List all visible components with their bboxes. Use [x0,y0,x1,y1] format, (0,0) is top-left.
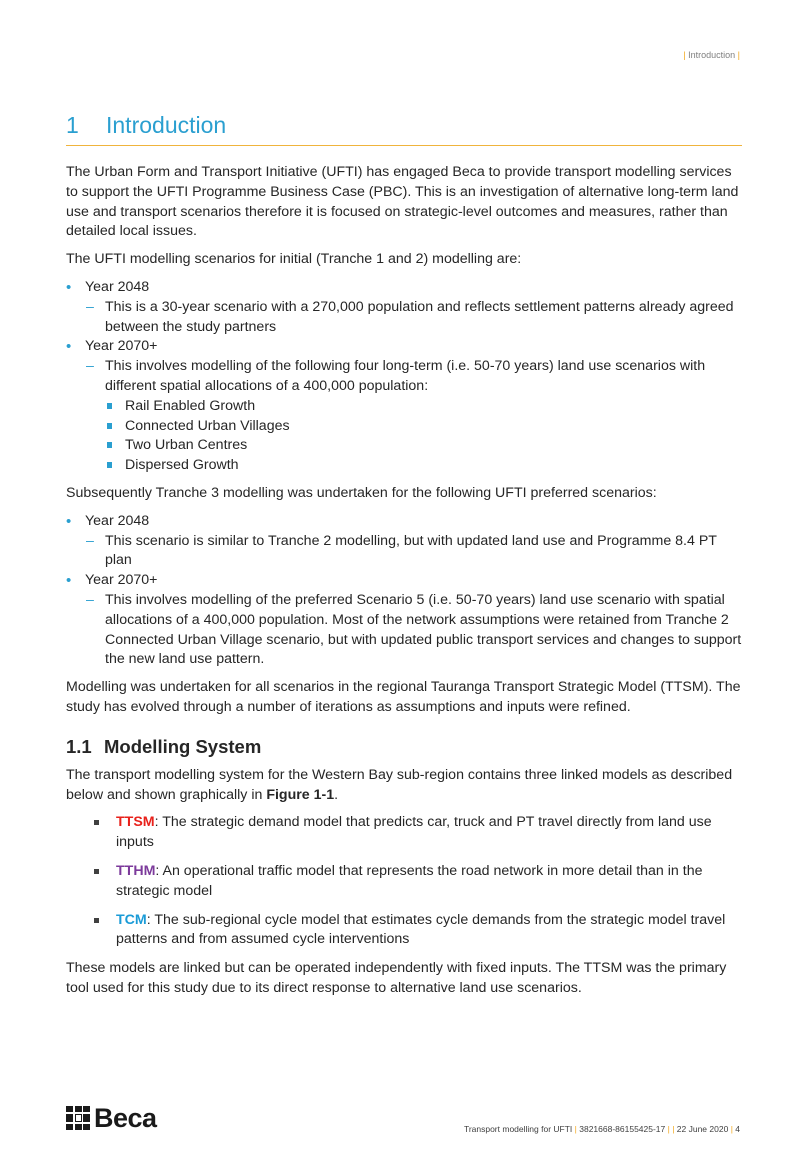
section-number: 1 [66,112,79,138]
paragraph-scenarios-intro: The UFTI modelling scenarios for initial (Tranche 1 and 2) modelling are: [66,251,522,268]
body-content [66,163,744,1007]
model-key: TTSM [116,814,155,831]
paragraph-modelling-system [66,766,744,806]
footer-doc-title: Transport modelling for UFTI [463,1124,573,1134]
page-number: 4 [735,1124,740,1134]
running-header-text: Introduction [688,50,736,60]
list-item-label: Year 2048 [85,512,150,529]
scenario-item: Rail Enabled Growth [105,397,744,417]
initial-scenarios-list [66,278,744,476]
logo-wordmark: Beca [94,1103,157,1133]
list-subitem: – This scenario is similar to Tranche 2 modelling, but with updated land use and Programme 8.4 PT plan [85,532,744,572]
intro-text: The transport modelling system for the Western Bay sub-region contains three linked models as described below and shown graphically in [66,766,733,803]
list-item [66,337,744,476]
page-footer: Transport modelling for UFTI | 3821668-86155425-17 | | 22 June 2020 | 4 [463,1124,740,1134]
subsection-number: 1.1 [66,735,92,757]
list-item-label: Year 2048 [85,278,150,295]
section-title: Introduction [106,112,227,138]
scenario-item: Connected Urban Villages [105,417,744,437]
footer-date: 22 June 2020 [676,1124,729,1134]
model-key: TCM [116,911,147,928]
model-key: TTHM [116,862,156,879]
paragraph-tranche3-intro: Subsequently Tranche 3 modelling was undertaken for the following UFTI preferred scenarios: [66,484,657,501]
model-description: : An operational traffic model that represents the road network in more detail than in the strategic model [116,862,703,899]
list-subitem-text: This involves modelling of the following four long-term (i.e. 50-70 years) land use scenarios with different spatial allocations of a 400,000 population: [105,358,706,394]
scenario-item: Dispersed Growth [105,456,744,476]
list-item-label: Year 2070+ [85,572,158,589]
beca-logo [66,1103,157,1133]
list-subitem: – This is a 30-year scenario with a 270,000 population and reflects settlement patterns already agreed between the study partners [85,298,744,338]
list-subitem [85,357,744,476]
model-description: : The sub-regional cycle model that estimates cycle demands from the strategic model travel patterns and from assumed cycle interventions [116,911,726,948]
intro-text-end: . [334,786,339,803]
subsection-heading [66,734,744,760]
model-item-tcm [92,911,744,951]
running-header: | Introduction | [683,50,740,60]
list-item-label: Year 2070+ [85,338,158,355]
footer-doc-ref: 3821668-86155425-17 [579,1124,666,1134]
scenario-item: Two Urban Centres [105,436,744,456]
model-item-tthm [92,862,744,902]
models-list [66,813,744,950]
list-item [66,278,744,337]
section-heading [66,112,742,146]
paragraph-intro: The Urban Form and Transport Initiative (UFTI) has engaged Beca to provide transport modelling services to support the UFTI Programme Business Case (PBC). This is an investigation of alternative long-term land use and transport scenarios therefore it is focused on strategic-level outcomes and measures, rather than detailed local issues. [66,164,739,240]
logo-mark-icon [66,1106,90,1130]
list-item [66,571,744,670]
subsection-title: Modelling System [104,735,262,757]
paragraph-ttsm: Modelling was undertaken for all scenarios in the regional Tauranga Transport Strategic Model (TTSM). The study has evolved through a number of iterations as assumptions and inputs were refined. [66,679,741,715]
model-description: : The strategic demand model that predicts car, truck and PT travel directly from land use inputs [116,814,712,851]
figure-reference[interactable]: Figure 1-1 [266,786,335,803]
paragraph-closing: These models are linked but can be operated independently with fixed inputs. The TTSM was the primary tool used for this study due to its direct response to alternative land use scenarios. [66,960,727,996]
list-item [66,512,744,571]
model-item-ttsm [92,813,744,853]
list-subitem: – This involves modelling of the preferred Scenario 5 (i.e. 50-70 years) land use scenario with spatial allocations of a 400,000 population. Most of the network assumptions were retained from Tranche 2 Connected Urban Village scenario, but with updated public transport services and changes to support the new land use pattern. [85,591,744,670]
tranche3-scenarios-list [66,512,744,670]
